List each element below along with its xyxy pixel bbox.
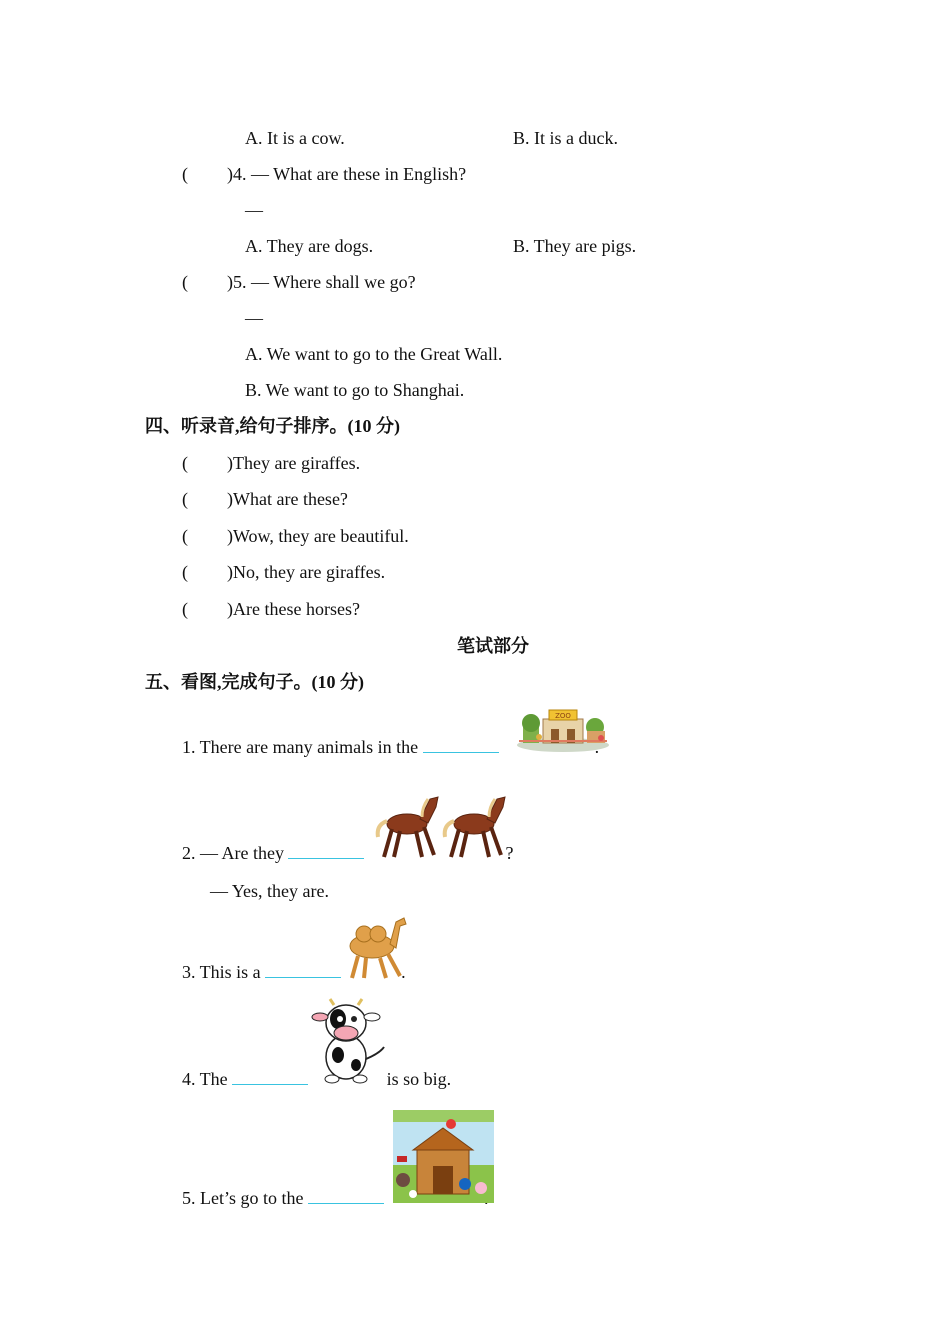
s4-item-text: )What are these? [227,489,348,509]
s4-item-paren: ( [182,526,188,546]
s5-q3-end: . [401,962,406,982]
q5-option-a: A. We want to go to the Great Wall. [245,344,503,364]
horses-picture [372,789,512,861]
s5-q4-text: 4. The [182,1069,233,1089]
s5-q4-blank[interactable] [232,1068,308,1085]
farm-picture [393,1110,494,1203]
s5-q3-text: 3. This is a [182,962,266,982]
s4-item-text: )Wow, they are beautiful. [227,526,409,546]
s4-item-paren: ( [182,453,188,473]
s5-q3-blank[interactable] [265,961,341,978]
q4-answer-dash: — [245,200,263,220]
zoo-picture [515,705,611,753]
s4-item-text: )They are giraffes. [227,453,361,473]
camel-picture [344,908,410,980]
zoo-sign-text: ZOO [555,712,571,720]
s5-q4-end: is so big. [382,1069,452,1089]
s5-q2-text: 2. — Are they [182,843,289,863]
q5-option-b: B. We want to go to Shanghai. [245,380,465,400]
q5-answer-dash: — [245,308,263,328]
q4-option-a: A. They are dogs. [245,236,374,256]
section4-heading: 四、听录音,给句子排序。(10 分) [145,416,400,436]
section5-heading: 五、看图,完成句子。(10 分) [145,672,364,692]
s5-q2-blank[interactable] [288,842,364,859]
written-part-title: 笔试部分 [457,636,529,656]
s4-item-paren: ( [182,599,188,619]
s4-item-text: )Are these horses? [227,599,360,619]
q3-option-a: A. It is a cow. [245,128,345,148]
q5-question: )5. — Where shall we go? [227,272,416,292]
q5-paren: ( [182,272,188,292]
s5-q1-text: 1. There are many animals in the [182,737,423,757]
s4-item-paren: ( [182,489,188,509]
q4-paren: ( [182,164,188,184]
q3-option-b: B. It is a duck. [513,128,618,148]
s5-q2-end: ? [505,843,514,863]
q4-option-b: B. They are pigs. [513,236,637,256]
s5-q5-text: 5. Let’s go to the [182,1188,308,1208]
q4-question: )4. — What are these in English? [227,164,467,184]
s5-q5-blank[interactable] [308,1187,384,1204]
s4-item-paren: ( [182,562,188,582]
s5-q1-blank[interactable] [423,736,499,753]
s4-item-text: )No, they are giraffes. [227,562,386,582]
s5-q2-answer: — Yes, they are. [210,881,329,901]
cow-picture [310,997,388,1085]
